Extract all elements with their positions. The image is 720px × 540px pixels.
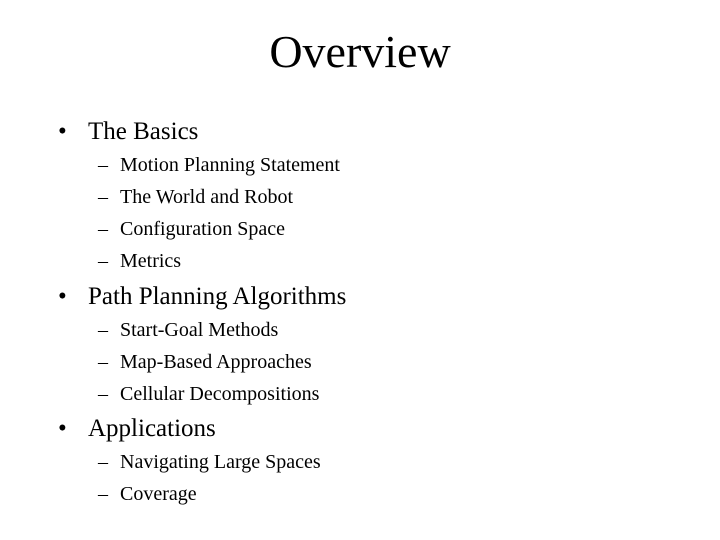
bullet-icon: • <box>58 283 67 310</box>
dash-icon: – <box>98 154 108 176</box>
sub-item-text: Map-Based Approaches <box>120 351 312 373</box>
sub-item-text: Metrics <box>120 250 182 272</box>
bullet-item <box>58 413 216 445</box>
sub-item <box>98 245 340 277</box>
sub-item <box>98 378 319 410</box>
bullet-heading: The Basics <box>88 118 199 145</box>
sub-item <box>98 149 340 181</box>
sub-item-text: Motion Planning Statement <box>120 154 340 176</box>
sub-item <box>98 346 319 378</box>
dash-icon: – <box>98 483 108 505</box>
sub-item <box>98 446 321 478</box>
sub-list <box>98 314 319 410</box>
sub-item <box>98 181 340 213</box>
sub-list <box>98 446 321 510</box>
sub-item-text: Coverage <box>120 483 197 505</box>
sub-item-text: Navigating Large Spaces <box>120 451 321 473</box>
sub-item-text: Configuration Space <box>120 218 285 240</box>
dash-icon: – <box>98 250 108 272</box>
dash-icon: – <box>98 383 108 405</box>
bullet-icon: • <box>58 118 67 145</box>
bullet-heading: Applications <box>88 415 216 442</box>
sub-item-text: Start-Goal Methods <box>120 319 279 341</box>
sub-item <box>98 314 319 346</box>
sub-list <box>98 149 340 277</box>
bullet-heading: Path Planning Algorithms <box>88 283 347 310</box>
dash-icon: – <box>98 451 108 473</box>
slide-title: Overview <box>269 26 451 77</box>
bullet-item <box>58 116 198 148</box>
bullet-item <box>58 281 346 313</box>
bullet-icon: • <box>58 415 67 442</box>
sub-item <box>98 478 321 510</box>
sub-item-text: The World and Robot <box>120 186 293 208</box>
dash-icon: – <box>98 351 108 373</box>
sub-item-text: Cellular Decompositions <box>120 383 320 405</box>
dash-icon: – <box>98 218 108 240</box>
dash-icon: – <box>98 319 108 341</box>
sub-item <box>98 213 340 245</box>
dash-icon: – <box>98 186 108 208</box>
